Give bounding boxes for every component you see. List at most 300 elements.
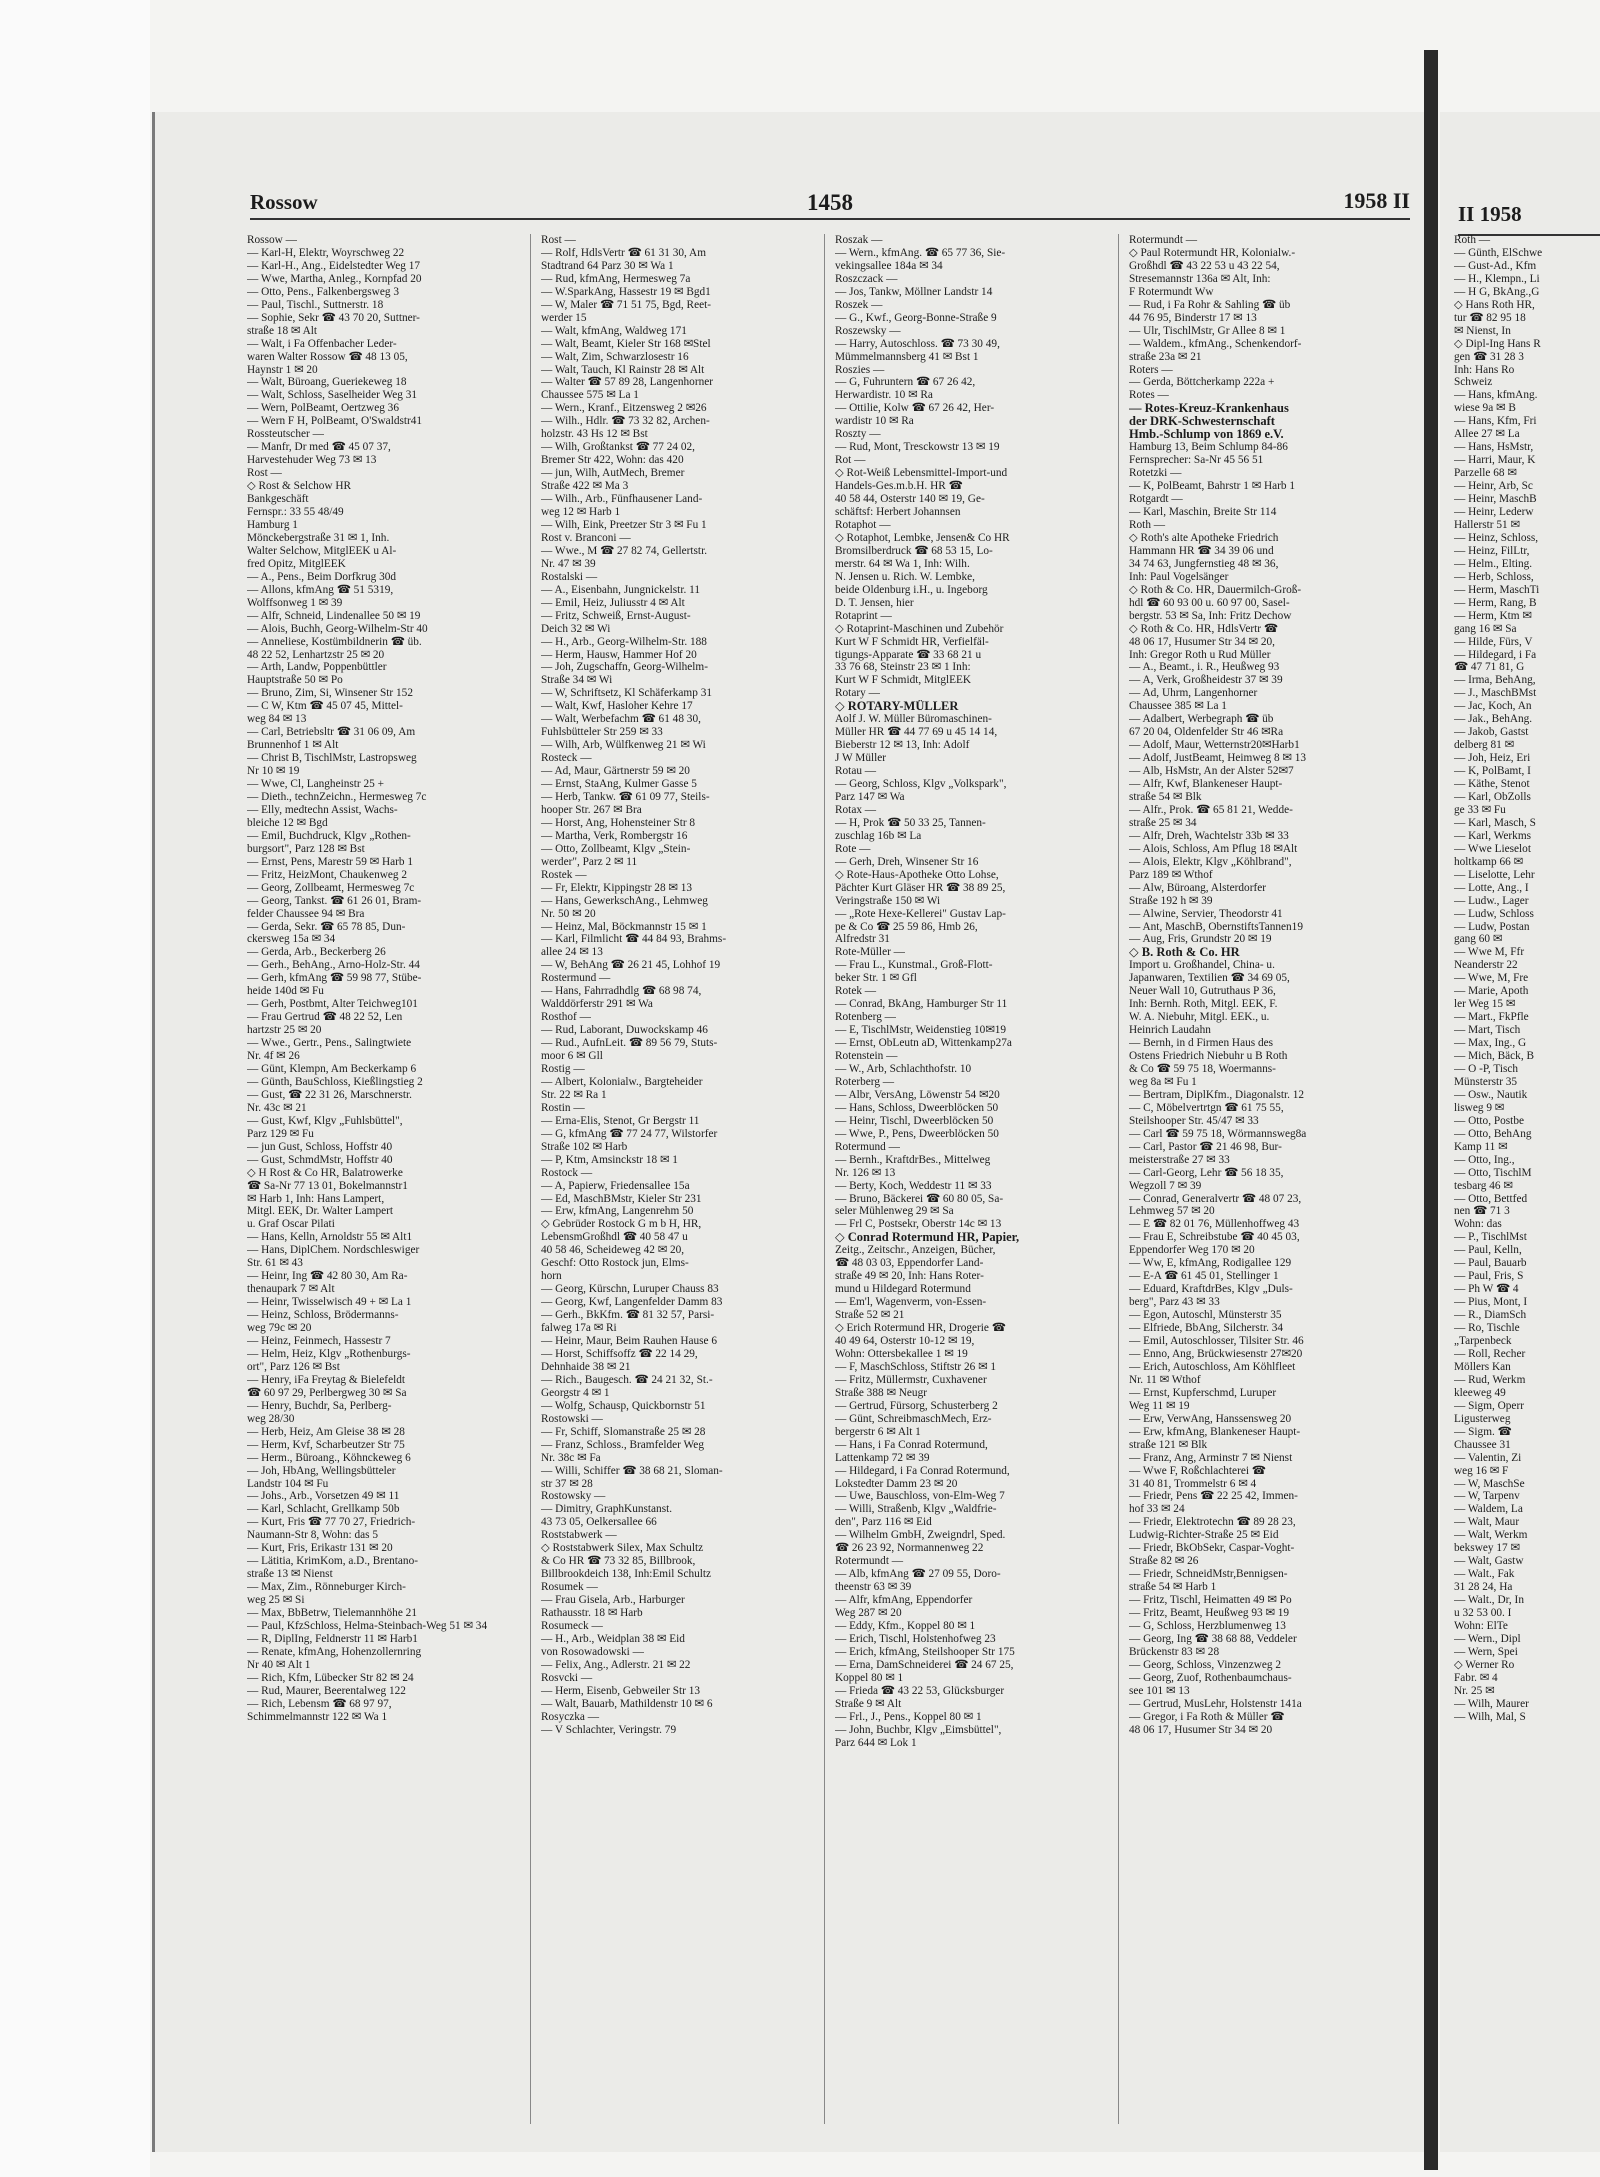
directory-entry-line: — Kurt, Fris ☎ 77 70 27, Friedrich- [247, 1516, 416, 1529]
directory-entry-line: — Walter ☎ 57 89 28, Langenhorner [541, 376, 714, 389]
facing-entry-line: Allee 27 ✉ La [1454, 428, 1520, 441]
directory-entry-line: — Karl, Filmlicht ☎ 44 84 93, Brahms- [541, 933, 727, 946]
facing-entry-line: — K, PolBamt, I [1454, 765, 1531, 778]
page-number: 1458 [807, 190, 853, 215]
directory-entry-line: — W, Maler ☎ 71 51 75, Bgd, Reet- [541, 298, 712, 311]
directory-entry-line: Brunnenhof 1 ✉ Alt [247, 739, 339, 752]
directory-entry-line: Handels-Ges.m.b.H. HR ☎ [835, 480, 963, 493]
directory-entry-line: ◇ Roth & Co. HR, Dauermilch-Groß- [1129, 583, 1302, 596]
facing-entry-line: Schweiz [1454, 376, 1493, 389]
directory-entry-line: — Henry, Buchdr, Sa, Perlberg- [247, 1399, 392, 1412]
directory-entry-line: — Fritz, Tischl, Heimatten 49 ✉ Po [1129, 1594, 1292, 1607]
directory-page [152, 112, 1427, 2152]
directory-entry-line: beker Str. 1 ✉ Gfl [835, 972, 917, 985]
directory-entry-line: der DRK-Schwesternschaft [1129, 415, 1275, 429]
directory-columns [247, 234, 1412, 2124]
directory-entry-line: zuschlag 16b ✉ La [835, 829, 922, 842]
directory-entry-line: — Heinr, Ing ☎ 42 80 30, Am Ra- [247, 1270, 408, 1283]
directory-entry-line: str 37 ✉ 28 [541, 1477, 593, 1490]
directory-entry-line: ◇ Erich Rotermund HR, Drogerie ☎ [835, 1322, 1006, 1335]
directory-entry-line: straße 54 ✉ Blk [1129, 790, 1202, 803]
directory-entry-line: — Albert, Kolonialw., Bargteheider [541, 1075, 703, 1088]
directory-entry-line: — Frau Gertrud ☎ 48 22 52, Len [247, 1011, 403, 1024]
facing-entry-line: — J., MaschBMst [1454, 687, 1537, 700]
directory-entry-line: — Wilh., Arb., Fünfhausener Land- [541, 493, 703, 506]
facing-entry-line: — Jakob, Gastst [1454, 726, 1529, 739]
directory-entry-line: Großhdl ☎ 43 22 53 u 43 22 54, [1129, 259, 1280, 272]
directory-entry-line: Wohn: Ottersbekallee 1 ✉ 19 [835, 1347, 968, 1360]
directory-entry-line: — Georg, Schloss, Klgv „Volkspark", [835, 778, 1007, 791]
directory-entry-line: — Kurt, Fris, Erikastr 131 ✉ 20 [247, 1542, 393, 1555]
directory-entry-line: — Georg, Zollbeamt, Hermesweg 7c [247, 881, 415, 894]
directory-entry-line: — Alb, kfmAng ☎ 27 09 55, Doro- [835, 1568, 1001, 1581]
facing-entry-line: ✉ Nienst, In [1454, 324, 1511, 337]
directory-entry-line: — Enno, Ang, Brückwiesenstr 27✉20 [1129, 1347, 1303, 1360]
directory-entry-line: Rosumek — [541, 1581, 598, 1594]
directory-entry-line: — R, DiplIng, Feldnerstr 11 ✉ Harb1 [247, 1632, 418, 1645]
directory-entry-line: — Heinz, Mal, Böckmannstr 15 ✉ 1 [541, 920, 707, 933]
directory-entry-line: — Alois, Schloss, Am Pflug 18 ✉Alt [1129, 842, 1298, 855]
directory-entry-line: straße 54 ✉ Harb 1 [1129, 1581, 1217, 1594]
directory-entry-line: — Bernh., KraftdrBes., Mittelweg [835, 1153, 991, 1166]
directory-entry-line: — Carl ☎ 59 75 18, Wörmannsweg8a [1129, 1127, 1307, 1140]
facing-entry-line: — Herm, Rang, B [1454, 596, 1537, 609]
directory-entry-line: Nr. 47 ✉ 39 [541, 557, 596, 570]
directory-entry-line: 40 49 64, Osterstr 10-12 ✉ 19, [835, 1335, 975, 1348]
directory-entry-line: — Wilh, Eink, Preetzer Str 3 ✉ Fu 1 [541, 518, 707, 531]
directory-entry-line: — Rud, Maurer, Beerentalweg 122 [247, 1684, 406, 1697]
directory-entry-line: Rosvcki — [541, 1671, 593, 1684]
directory-entry-line: thenaupark 7 ✉ Alt [247, 1283, 335, 1296]
directory-entry-line: 48 06 17, Husumer Str 34 ✉ 20 [1129, 1723, 1273, 1736]
directory-entry-line: Straße 422 ✉ Ma 3 [541, 480, 629, 493]
directory-entry-line: Rotau — [835, 765, 877, 778]
facing-entry-line: gang 16 ✉ Sa [1454, 622, 1517, 635]
facing-entry-line: „Tarpenbeck [1454, 1335, 1512, 1348]
directory-entry-line: Walddörferstr 291 ✉ Wa [541, 998, 653, 1011]
directory-entry-line: — Heinz, Schloss, Brödermanns- [247, 1309, 399, 1322]
directory-entry-line: Rostock — [541, 1166, 593, 1179]
directory-entry-line: — Eddy, Kfm., Koppel 80 ✉ 1 [835, 1619, 976, 1632]
directory-entry-line: Kurt W F Schmidt HR, Verfielfäl- [835, 635, 989, 648]
directory-entry-line: — Erw, kfmAng, Blankeneser Haupt- [1129, 1425, 1301, 1438]
directory-entry-line: — E, TischlMstr, Weidenstieg 10✉19 [835, 1024, 1007, 1037]
directory-entry-line: Geschf: Otto Rostock jun, Elms- [541, 1257, 689, 1270]
directory-entry-line: Weg 287 ✉ 20 [835, 1607, 902, 1620]
directory-entry-line: Nr. 126 ✉ 13 [835, 1166, 896, 1179]
facing-entry-line: — R., DiamSch [1454, 1309, 1527, 1322]
directory-entry-line: — V Schlachter, Veringstr. 79 [541, 1723, 677, 1736]
facing-entry-line: ☎ 47 71 81, G [1454, 661, 1525, 674]
directory-entry-line: — Alfr, kfmAng, Eppendorfer [835, 1594, 973, 1607]
facing-entry-line: — Karl, ObZolls [1454, 790, 1531, 803]
facing-entry-line: — Käthe, Stenot [1454, 778, 1530, 791]
directory-entry-line: — Karl-H, Elektr, Woyrschweg 22 [247, 246, 405, 259]
directory-entry-line: Rotermundt — [1129, 234, 1198, 246]
facing-entry-line: — Lotte, Ang., I [1454, 881, 1529, 894]
facing-entry-line: ◇ Werner Ro [1454, 1658, 1515, 1671]
directory-entry-line: Ludwig-Richter-Straße 25 ✉ Eid [1129, 1529, 1279, 1542]
facing-entry-line: — Rud, Werkm [1454, 1373, 1526, 1386]
directory-entry-line: ◇ Rote-Haus-Apotheke Otto Lohse, [835, 868, 999, 881]
directory-entry-line: Heinrich Laudahn [1129, 1024, 1211, 1037]
facing-entry-line: Ligusterweg [1454, 1412, 1511, 1425]
facing-entry-line: Wohn: ElTe [1454, 1619, 1508, 1632]
directory-entry-line: — Frl., J., Pens., Koppel 80 ✉ 1 [835, 1710, 982, 1723]
directory-entry-line: — K, PolBeamt, Bahrstr 1 ✉ Harb 1 [1129, 480, 1296, 493]
directory-entry-line: — Rolf, HdlsVertr ☎ 61 31 30, Am [541, 246, 707, 259]
directory-entry-line: Naumann-Str 8, Wohn: das 5 [247, 1529, 378, 1542]
facing-entry-line: weg 16 ✉ F [1454, 1464, 1509, 1477]
directory-entry-line: — Wern F H, PolBeamt, O'Swaldstr41 [247, 415, 423, 428]
directory-entry-line: Rostalski — [541, 570, 598, 583]
facing-entry-line: — Hans, kfmAng. [1454, 389, 1538, 402]
directory-entry-line: ✉ Harb 1, Inh: Hans Lampert, [247, 1192, 385, 1205]
directory-entry-line: Stresemannstr 136a ✉ Alt, Inh: [1129, 272, 1271, 285]
facing-entry-line: — Hilde, Fürs, V [1454, 635, 1533, 648]
directory-entry-line: — Hans, Fahrradhdlg ☎ 68 98 74, [541, 985, 702, 998]
facing-entry-line: Möllers Kan [1454, 1360, 1511, 1373]
directory-entry-line: — Herm, Hausw, Hammer Hof 20 [541, 648, 697, 661]
directory-entry-line: — G, Fuhruntern ☎ 67 26 42, [835, 376, 976, 389]
directory-entry-line: — Friedr, SchneidMstr,Bennigsen- [1129, 1568, 1288, 1581]
directory-entry-line: — Jos, Tankw, Möllner Landstr 14 [835, 285, 993, 298]
facing-entry-line: — Hildegard, i Fa [1454, 648, 1537, 661]
directory-entry-line: — Ad, Uhrm, Langenhorner [1129, 687, 1258, 700]
directory-entry-line: — A., Beamt., i. R., Heußweg 93 [1129, 661, 1280, 674]
directory-entry-line: Straße 9 ✉ Alt [835, 1697, 902, 1710]
book-gutter [1424, 50, 1438, 2170]
directory-entry-line: — Frau Gisela, Arb., Harburger [541, 1594, 685, 1607]
directory-entry-line: Aolf J. W. Müller Büromaschinen- [835, 713, 992, 726]
directory-entry-line: — Wwe F, Roßchlachterei ☎ [1129, 1464, 1266, 1477]
directory-entry-line: Brückenstr 83 ✉ 28 [1129, 1645, 1220, 1658]
directory-entry-line: Wolffsonweg 1 ✉ 39 [247, 596, 343, 609]
directory-entry-line: — Hans, DiplChem. Nordschleswiger [247, 1244, 420, 1257]
facing-entry-line: Neanderstr 22 [1454, 959, 1518, 972]
directory-entry-line: Nr. 4f ✉ 26 [247, 1050, 300, 1063]
directory-entry-line: — Hans, i Fa Conrad Rotermund, [835, 1438, 988, 1451]
directory-entry-line: meisterstraße 27 ✉ 33 [1129, 1153, 1230, 1166]
directory-entry-line: — „Rote Hexe-Kellerei" Gustav Lap- [835, 907, 1006, 920]
directory-entry-line: hartzstr 25 ✉ 20 [247, 1024, 322, 1037]
directory-entry-line: Inh: Gregor Roth u Rud Müller [1129, 648, 1271, 661]
facing-entry-line: ler Weg 15 ✉ [1454, 998, 1516, 1011]
directory-entry-line: seler Mühlenweg 29 ✉ Sa [835, 1205, 954, 1218]
directory-entry-line: ◇ Paul Rotermundt HR, Kolonialw.- [1129, 246, 1296, 259]
directory-entry-line: — Günt, SchreibmaschMech, Erz- [835, 1412, 992, 1425]
directory-entry-line: 40 58 44, Osterstr 140 ✉ 19, Ge- [835, 493, 985, 506]
directory-entry-line: see 101 ✉ 13 [1129, 1684, 1190, 1697]
directory-entry-line: 48 06 17, Husumer Str 34 ✉ 20, [1129, 635, 1275, 648]
directory-entry-line: Rosteck — [541, 752, 592, 765]
directory-entry-line: ◇ Conrad Rotermund HR, Papier, [835, 1231, 1020, 1245]
directory-entry-line: mund u Hildegard Rotermund [835, 1283, 971, 1296]
directory-entry-line: Hammann HR ☎ 34 39 06 und [1129, 544, 1274, 557]
directory-entry-line: — Gust, SchmdMstr, Hoffstr 40 [247, 1153, 393, 1166]
directory-entry-line: Mitgl. EEK, Dr. Walter Lampert [247, 1205, 394, 1218]
facing-entry-line: Fabr. ✉ 4 [1454, 1671, 1498, 1684]
directory-entry-line: — Rud, Laborant, Duwockskamp 46 [541, 1024, 708, 1037]
directory-entry-line: — A, Papierw, Friedensallee 15a [541, 1179, 690, 1192]
directory-entry-line: — Herm, Kvf, Scharbeutzer Str 75 [247, 1438, 405, 1451]
directory-entry-line: — Otto, Zollbeamt, Klgv „Stein- [541, 842, 691, 855]
directory-entry-line: Rossteutscher — [247, 428, 324, 441]
facing-entry-line: — Sigm. ☎ [1454, 1425, 1512, 1438]
directory-entry-line: — Wilh, Arb, Wülfkenweg 21 ✉ Wi [541, 739, 706, 752]
directory-entry-line: — Helm, Heiz, Klgv „Rothenburgs- [247, 1347, 411, 1360]
directory-entry-line: — Rud., AufnLeit. ☎ 89 56 79, Stuts- [541, 1037, 718, 1050]
directory-entry-line: — Rud, kfmAng, Hermesweg 7a [541, 272, 691, 285]
directory-entry-line: — Carl-Georg, Lehr ☎ 56 18 35, [1129, 1166, 1284, 1179]
facing-entry-line: nen ☎ 71 3 [1454, 1205, 1510, 1218]
directory-entry-line: Rotek — [835, 985, 877, 998]
directory-entry-line: allee 24 ✉ 13 [541, 946, 603, 959]
facing-entry-line: gang 60 ✉ [1454, 933, 1503, 946]
directory-entry-line: Hauptstraße 50 ✉ Po [247, 674, 343, 687]
directory-entry-line: Rotary — [835, 687, 880, 700]
facing-entry-line: — Max, Ing., G [1454, 1037, 1527, 1050]
directory-entry-line: Lokstedter Damm 23 ✉ 20 [835, 1477, 958, 1490]
facing-entry-line: — P., TischlMst [1454, 1231, 1527, 1244]
directory-entry-line: Georgstr 4 ✉ 1 [541, 1386, 610, 1399]
directory-entry-line: Zeitg., Zeitschr., Anzeigen, Bücher, [835, 1244, 996, 1257]
directory-entry-line: Koppel 80 ✉ 1 [835, 1671, 904, 1684]
directory-entry-line: — Emil, Autoschlosser, Tilsiter Str. 46 [1129, 1335, 1304, 1348]
directory-entry-line: — Heinz, Feinmech, Hassestr 7 [247, 1335, 391, 1348]
column-4 [1129, 234, 1412, 2124]
directory-entry-line: — Rich, Kfm, Lübecker Str 82 ✉ 24 [247, 1671, 414, 1684]
directory-entry-line: — Wwe., Gertr., Pens., Salingtwiete [247, 1037, 412, 1050]
directory-entry-line: — Walt, Büroang, Gueriekeweg 18 [247, 376, 407, 389]
directory-entry-line: — Bernh, in d Firmen Haus des [1129, 1037, 1274, 1050]
facing-entry-line: Nr. 25 ✉ [1454, 1684, 1495, 1697]
directory-entry-line: Straße 388 ✉ Neugr [835, 1386, 927, 1399]
facing-entry-line: — Mart, Tisch [1454, 1024, 1521, 1037]
facing-entry-line: tur ☎ 82 95 18 [1454, 311, 1526, 324]
directory-entry-line: Roth — [1129, 518, 1166, 531]
directory-entry-line: — Elfriede, BbAng, Silcherstr. 34 [1129, 1322, 1284, 1335]
directory-entry-line: — Paul, KfzSchloss, Helma-Steinbach-Weg 51 ✉ 34 [247, 1619, 488, 1632]
directory-entry-line: — Karl-H., Ang., Eidelstedter Weg 17 [247, 259, 421, 272]
directory-entry-line: — Georg, Kwf, Langenfelder Damm 83 [541, 1296, 723, 1309]
directory-entry-line: wardistr 10 ✉ Ra [835, 415, 914, 428]
directory-entry-line: Chaussee 575 ✉ La 1 [541, 389, 639, 402]
directory-entry-line: Lattenkamp 72 ✉ 39 [835, 1451, 930, 1464]
page-header-right: 1958 II [1343, 188, 1410, 213]
directory-entry-line: — Frieda ☎ 43 22 53, Glücksburger [835, 1684, 1005, 1697]
directory-entry-line: Import u. Großhandel, China- u. [1129, 959, 1275, 972]
directory-entry-line: — Wwe, Cl, Langheinstr 25 + [247, 778, 384, 791]
facing-entry-line: — Liselotte, Lehr [1454, 868, 1535, 881]
directory-entry-line: Rosumeck — [541, 1619, 603, 1632]
directory-entry-line: — Wwe., M ☎ 27 82 74, Gellertstr. [541, 544, 708, 557]
directory-entry-line: Billbrookdeich 138, Inh:Emil Schultz [541, 1568, 712, 1581]
directory-entry-line: berg", Parz 43 ✉ 33 [1129, 1296, 1220, 1309]
directory-entry-line: hdl ☎ 60 93 00 u. 60 97 00, Sasel- [1129, 596, 1290, 609]
directory-entry-line: — P, Ktm, Amsinckstr 18 ✉ 1 [541, 1153, 678, 1166]
directory-entry-line: — E ☎ 82 01 76, Müllenhoffweg 43 [1129, 1218, 1300, 1231]
directory-entry-line: Rost — [247, 467, 282, 480]
directory-entry-line: — Wwe, Martha, Anleg., Kornpfad 20 [247, 272, 422, 285]
directory-entry-line: — Erich, kfmAng, Steilshooper Str 175 [835, 1645, 1015, 1658]
directory-entry-line: — Willi, Straßenb, Klgv „Waldfrie- [835, 1503, 997, 1516]
facing-entry-line: — Jac, Koch, An [1454, 700, 1532, 713]
directory-entry-line: Rostig — [541, 1063, 585, 1075]
directory-entry-line: Rotenberg — [835, 1011, 896, 1024]
directory-entry-line: — jun Gust, Schloss, Hoffstr 40 [247, 1140, 393, 1153]
directory-entry-line: — Erna-Elis, Stenot, Gr Bergstr 11 [541, 1114, 700, 1127]
facing-entry-line: — Jak., BehAng. [1454, 713, 1533, 726]
directory-entry-line: Chaussee 385 ✉ La 1 [1129, 700, 1227, 713]
directory-entry-line: — Erna, DamSchneiderei ☎ 24 67 25, [835, 1658, 1014, 1671]
facing-entry-line: — Ludw., Lager [1454, 894, 1529, 907]
directory-entry-line: — Gerh., BehAng., Arno-Holz-Str. 44 [247, 959, 420, 972]
directory-entry-line: — Rotes-Kreuz-Krankenhaus [1129, 402, 1289, 416]
directory-entry-line: — Wilhelm GmbH, Zweigndrl, Sped. [835, 1529, 1006, 1542]
directory-entry-line: Nr 10 ✉ 19 [247, 765, 300, 778]
directory-entry-line: — Günth, BauSchloss, Kießlingstieg 2 [247, 1075, 423, 1088]
directory-entry-line: — Herb, Tankw. ☎ 61 09 77, Steils- [541, 790, 710, 803]
directory-entry-line: Wegzoll 7 ✉ 39 [1129, 1179, 1202, 1192]
directory-entry-line: 33 76 68, Steinstr 23 ✉ 1 Inh: [835, 661, 971, 674]
directory-entry-line: — Frl C, Postsekr, Oberstr 14c ✉ 13 [835, 1218, 1002, 1231]
directory-entry-line: — W, Schriftsetz, Kl Schäferkamp 31 [541, 687, 712, 700]
directory-entry-line: — Georg, Schloss, Vinzenzweg 2 [1129, 1658, 1282, 1671]
directory-entry-line: — C W, Ktm ☎ 45 07 45, Mittel- [247, 700, 403, 713]
directory-entry-line: — Fritz, HeizMont, Chaukenweg 2 [247, 868, 408, 881]
directory-entry-line: — Walt, Tauch, Kl Rainstr 28 ✉ Alt [541, 363, 705, 376]
directory-entry-line: Parz 147 ✉ Wa [835, 790, 905, 803]
directory-entry-line: — Manfr, Dr med ☎ 45 07 37, [247, 441, 391, 454]
directory-entry-line: — Heinr, Tischl, Dweerblöcken 50 [835, 1114, 994, 1127]
directory-entry-line: Rotetzki — [1129, 467, 1182, 480]
directory-entry-line: Rostek — [541, 868, 587, 881]
directory-entry-line: — Wern, PolBeamt, Oertzweg 36 [247, 402, 399, 415]
directory-entry-line: — Ad, Maur, Gärtnerstr 59 ✉ 20 [541, 765, 690, 778]
facing-entry-line: — Paul, Fris, S [1454, 1270, 1524, 1283]
directory-entry-line: 44 76 95, Binderstr 17 ✉ 13 [1129, 311, 1257, 324]
facing-entry-line: — Ludw, Postan [1454, 920, 1530, 933]
directory-entry-line: — Anneliese, Kostümbildnerin ☎ üb. [247, 635, 422, 648]
directory-entry-line: — Walt, Kwf, Hasloher Kehre 17 [541, 700, 693, 713]
directory-entry-line: — Alw, Büroang, Alsterdorfer [1129, 881, 1267, 894]
directory-entry-line: — Em'l, Wagenverm, von-Essen- [835, 1296, 987, 1309]
directory-entry-line: — Alois, Elektr, Klgv „Köhlbrand", [1129, 855, 1292, 868]
directory-entry-line: Rosthof — [541, 1011, 591, 1024]
directory-entry-line: Pächter Kurt Gläser HR ☎ 38 89 25, [835, 881, 1006, 894]
facing-entry-line: — Wilh, Maurer [1454, 1697, 1529, 1710]
directory-entry-line: von Rosowadowski — [541, 1645, 644, 1658]
facing-entry-line: — Otto, BehAng [1454, 1127, 1532, 1140]
directory-entry-line: — Berty, Koch, Weddestr 11 ✉ 33 [835, 1179, 992, 1192]
directory-entry-line: Rostowsky — [541, 1490, 606, 1503]
directory-entry-line: — W., Arb, Schlachthofstr. 10 [835, 1063, 972, 1075]
directory-entry-line: Inh: Paul Vogelsänger [1129, 570, 1229, 583]
directory-entry-line: — Carl, Betriebsltr ☎ 31 06 09, Am [247, 726, 416, 739]
directory-entry-line: Rotes — [1129, 389, 1169, 402]
directory-entry-line: ◇ Rotaprint-Maschinen und Zubehör [835, 622, 1004, 635]
facing-page [1440, 112, 1600, 2152]
directory-entry-line: Deich 32 ✉ Wi [541, 622, 611, 635]
directory-entry-line: 67 20 04, Oldenfelder Str 46 ✉Ra [1129, 726, 1284, 739]
directory-entry-line: LebensmGroßhdl ☎ 40 58 47 u [541, 1231, 688, 1244]
directory-entry-line: Hmb.-Schlump von 1869 e.V. [1129, 428, 1284, 442]
directory-entry-line: Haynstr 1 ✉ 20 [247, 363, 318, 376]
directory-entry-line: Roststabwerk — [541, 1529, 617, 1542]
directory-entry-line: felder Chaussee 94 ✉ Bra [247, 907, 365, 920]
directory-entry-line: — Erw, kfmAng, Langenrehm 50 [541, 1205, 694, 1218]
facing-entry-line: — Sigm, Operr [1454, 1399, 1524, 1412]
directory-entry-line: — Gust, Kwf, Klgv „Fuhlsbüttel", [247, 1114, 403, 1127]
directory-entry-line: Kurt W F Schmidt, MitglEEK [835, 674, 972, 687]
directory-entry-line: — Rich, Lebensm ☎ 68 97 97, [247, 1697, 392, 1710]
directory-entry-line: ◇ Rost & Selchow HR [247, 480, 352, 493]
directory-entry-line: — Carl, Pastor ☎ 21 46 98, Bur- [1129, 1140, 1282, 1153]
directory-entry-line: Nr. 38c ✉ Fa [541, 1451, 601, 1464]
directory-entry-line: — Elly, medtechn Assist, Wachs- [247, 803, 398, 816]
directory-entry-line: — Ww, E, kfmAng, Rodigallee 129 [1129, 1257, 1292, 1270]
directory-entry-line: — Friedr, BkObSekr, Caspar-Voght- [1129, 1542, 1295, 1555]
directory-entry-line: Rotgardt — [1129, 493, 1183, 506]
directory-entry-line: straße 18 ✉ Alt [247, 324, 318, 337]
directory-entry-line: Rotaphot — [835, 518, 891, 531]
directory-entry-line: — Rud, i Fa Rohr & Sahling ☎ üb [1129, 298, 1291, 311]
facing-entry-line: wiese 9a ✉ B [1454, 402, 1516, 415]
directory-entry-line: Parz 189 ✉ Wthof [1129, 868, 1213, 881]
directory-entry-line: — Waldem., kfmAng., Schenkendorf- [1129, 337, 1302, 350]
facing-entry-line: — Heinz, FilLtr, [1454, 544, 1530, 557]
directory-entry-line: — Horst, Schiffsoffz ☎ 22 14 29, [541, 1347, 698, 1360]
directory-entry-line: bleiche 12 ✉ Bgd [247, 816, 328, 829]
directory-entry-line: — Georg, Ing ☎ 38 68 88, Veddeler [1129, 1632, 1297, 1645]
directory-entry-line: — Alfr, Schneid, Lindenallee 50 ✉ 19 [247, 609, 421, 622]
directory-entry-line: — Ed, MaschBMstr, Kieler Str 231 [541, 1192, 702, 1205]
directory-entry-line: — Bruno, Bäckerei ☎ 60 80 05, Sa- [835, 1192, 1004, 1205]
directory-entry-line: — Henry, iFa Freytag & Bielefeldt [247, 1373, 406, 1386]
directory-entry-line: — Johs., Arb., Vorsetzen 49 ✉ 11 [247, 1490, 400, 1503]
directory-entry-line: theenstr 63 ✉ 39 [835, 1581, 912, 1594]
directory-entry-line: ☎ 48 03 03, Eppendorfer Land- [835, 1257, 984, 1270]
directory-entry-line: — Adolf, JustBeamt, Heimweg 8 ✉ 13 [1129, 752, 1307, 765]
directory-entry-line: Straße 192 h ✉ 39 [1129, 894, 1213, 907]
directory-entry-line: — Walt, Zim, Schwarzlosestr 16 [541, 350, 689, 363]
directory-entry-line: — F, MaschSchloss, Stiftstr 26 ✉ 1 [835, 1360, 997, 1373]
directory-entry-line: Roszewsky — [835, 324, 901, 337]
facing-entry-line: — Hans, HsMstr, [1454, 441, 1534, 454]
directory-entry-line: burgsort", Parz 128 ✉ Bst [247, 842, 365, 855]
directory-entry-line: bergerstr 6 ✉ Alt 1 [835, 1425, 921, 1438]
directory-entry-line: Rote — [835, 842, 871, 855]
directory-entry-line: merstr. 64 ✉ Wa 1, Inh: Wilh. [835, 557, 970, 570]
directory-entry-line: Str. 61 ✉ 43 [247, 1257, 303, 1270]
directory-entry-line: — Walt, kfmAng, Waldweg 171 [541, 324, 687, 337]
facing-entry-line: — Paul, Kelln, [1454, 1244, 1522, 1257]
facing-entry-line: ge 33 ✉ Fu [1454, 803, 1506, 816]
directory-entry-line: Japanwaren, Textilien ☎ 34 69 05, [1129, 972, 1290, 985]
directory-entry-line: — Georg, Tankst. ☎ 61 26 01, Bram- [247, 894, 422, 907]
directory-entry-line: — Otto, Pens., Falkenbergsweg 3 [247, 285, 399, 298]
facing-entry-line: — Wilh, Mal, S [1454, 1710, 1526, 1723]
directory-entry-line: Bieberstr 12 ✉ 13, Inh: Adolf [835, 739, 970, 752]
directory-entry-line: — Adolf, Maur, Wetternstr20✉Harb1 [1129, 739, 1300, 752]
directory-entry-line: straße 23a ✉ 21 [1129, 350, 1202, 363]
directory-entry-line: — Walt, i Fa Offenbacher Leder- [247, 337, 397, 350]
directory-entry-line: weg 12 ✉ Harb 1 [541, 506, 621, 519]
directory-entry-line: pe & Co ☎ 25 59 86, Hmb 26, [835, 920, 978, 933]
directory-entry-line: Roters — [1129, 363, 1173, 376]
directory-entry-line: Inh: Bernh. Roth, Mitgl. EEK, F. [1129, 998, 1278, 1011]
